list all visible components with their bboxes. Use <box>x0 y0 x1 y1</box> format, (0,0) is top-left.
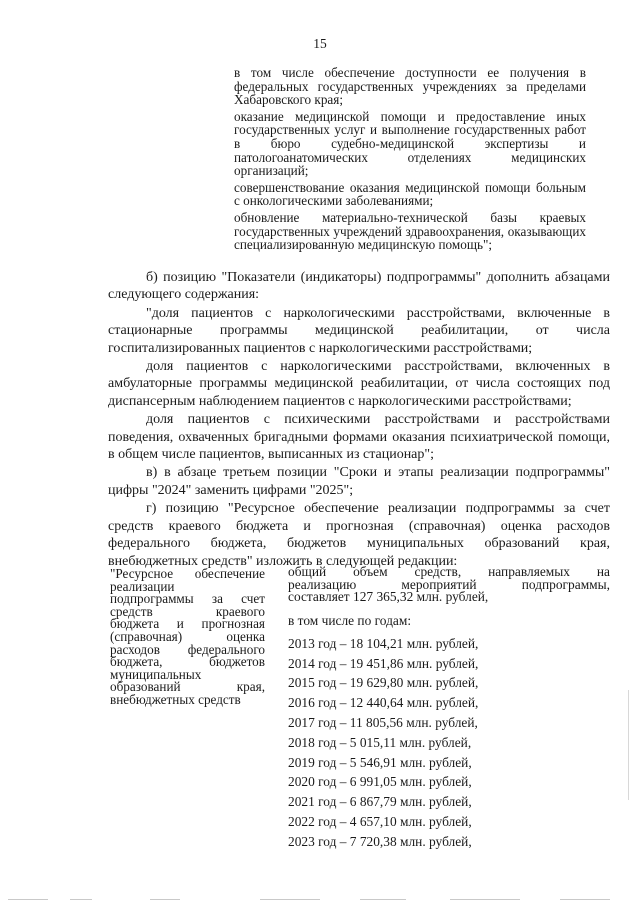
left-cell-line: (справочная) оценка <box>110 628 265 644</box>
page-number: 15 <box>313 36 327 51</box>
year-row: 2013 год – 18 104,21 млн. рублей, <box>288 635 479 651</box>
left-cell-line: внебюджетных средств <box>110 691 241 707</box>
year-row: 2022 год – 4 657,10 млн. рублей, <box>288 813 472 829</box>
paragraph-item-g: г) позицию "Ресурсное обеспечение реализации подпрограммы за счет средств краевого бюджета и прогнозная (справочная) оценка расходов федерального бюджета, бюджетов муниципальных образований края, внебюджетных средств" изложить в следующей редакции: <box>108 501 610 569</box>
paragraph-item-b: б) позицию "Показатели (индикаторы) подпрограммы" дополнить абзацами следующего содержания: <box>108 270 610 303</box>
top-list-item: обновление материально-технической базы краевых государственных учреждений здравоохранения, оказывающих специализированную медицинскую помощь"; <box>234 209 586 253</box>
top-list-item: совершенствование оказания медицинской помощи больным с онкологическими заболеваниями; <box>234 179 587 209</box>
left-cell-line: бюджета и прогнозная <box>110 616 265 632</box>
scan-footer-marks <box>0 895 640 905</box>
table-left-cell <box>110 568 265 707</box>
top-list <box>234 66 586 255</box>
year-row: 2020 год – 6 991,05 млн. рублей, <box>288 774 472 790</box>
paragraph-item-v: в) в абзаце третьем позиции "Сроки и этапы реализации подпрограммы" цифры "2024" заменить цифрами "2025"; <box>108 465 610 498</box>
year-row: 2021 год – 6 867,79 млн. рублей, <box>288 794 472 810</box>
left-cell-line: муниципальных <box>110 666 202 682</box>
year-row: 2023 год – 7 720,38 млн. рублей, <box>288 833 472 849</box>
paragraph-indicator-2: доля пациентов с наркологическими расстройствами, включенных в амбулаторные программы медицинской реабилитации, от числа состоящих под диспансерным наблюдением пациентов с наркологическими расстройствами; <box>108 359 610 409</box>
left-cell-line: реализации <box>110 578 175 594</box>
year-row: 2018 год – 5 015,11 млн. рублей, <box>288 734 472 750</box>
paragraph-indicator-1: "доля пациентов с наркологическими расстройствами, включенные в стационарные программы медицинской реабилитации, от числа госпитализированных пациентов с наркологическими расстройствами; <box>108 305 610 356</box>
paragraph-indicator-3: доля пациентов с психическими расстройствами и расстройствами поведения, охваченных бригадными формами оказания психиатрической помощи, в общем числе пациентов, выписанных из стационар"; <box>108 412 610 463</box>
year-row: 2014 год – 19 451,86 млн. рублей, <box>288 655 479 671</box>
body-text <box>108 269 610 571</box>
top-list-item: оказание медицинской помощи и предоставление иных государственных услуг и выполнение государственных работ в бюро судебно-медицинской экспертизы и патологоанатомических отделениях медицинских организаций; <box>234 108 586 179</box>
total-funding: общий объем средств, направляемых на реализацию мероприятий подпрограммы, составляет 127 365,32 млн. рублей, <box>288 564 610 605</box>
year-row: 2019 год – 5 546,91 млн. рублей, <box>288 754 472 770</box>
left-cell-line: образований края, <box>110 679 265 695</box>
scan-edge-mark <box>628 690 629 800</box>
year-row: 2015 год – 19 629,80 млн. рублей, <box>288 675 479 691</box>
years-intro: в том числе по годам: <box>288 612 412 628</box>
left-cell-line: бюджета, бюджетов <box>110 654 265 670</box>
left-cell-line: средств краевого <box>110 603 265 619</box>
left-cell-line: "Ресурсное обеспечение <box>110 566 265 581</box>
table-right-cell <box>288 566 610 852</box>
left-cell-line: расходов федерального <box>110 641 265 657</box>
year-row: 2016 год – 12 440,64 млн. рублей, <box>288 695 479 711</box>
left-cell-line: подпрограммы за счет <box>110 591 265 607</box>
year-row: 2017 год – 11 805,56 млн. рублей, <box>288 714 478 730</box>
top-list-item: в том числе обеспечение доступности ее получения в федеральных государственных учреждениях за пределами Хабаровского края; <box>234 65 587 108</box>
